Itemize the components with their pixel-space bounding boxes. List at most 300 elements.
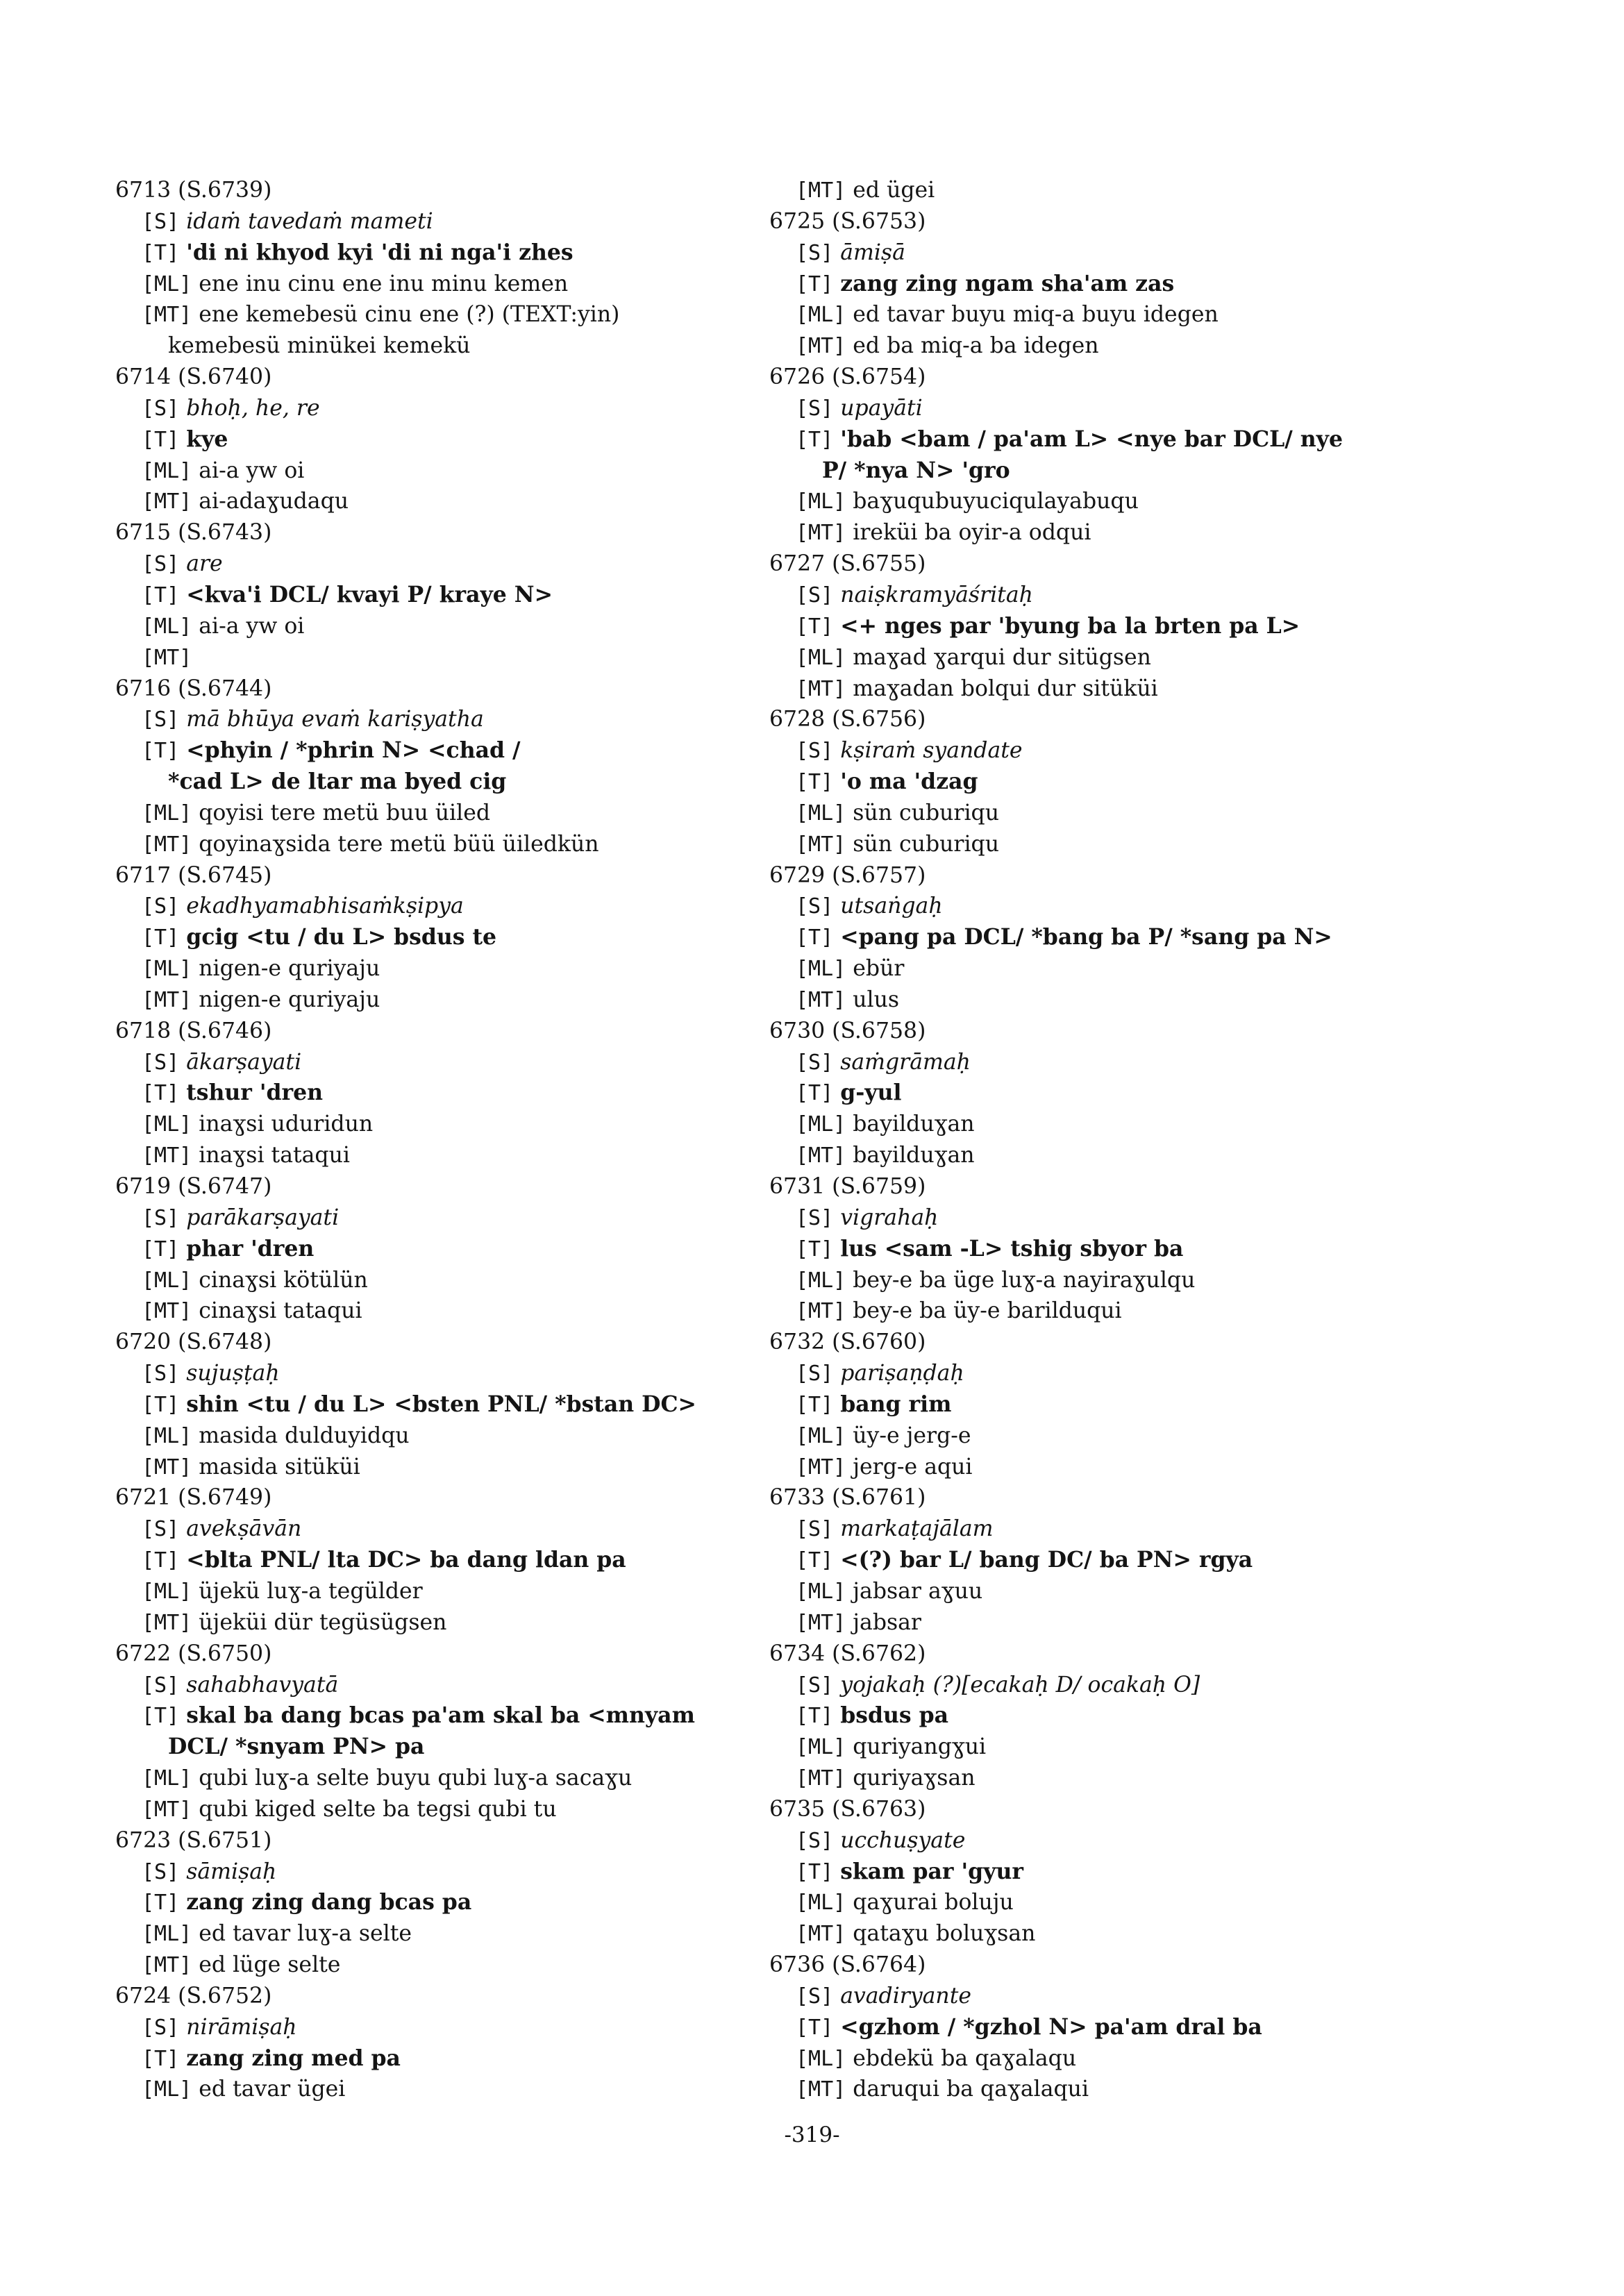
entry-line — [115, 1576, 768, 1607]
language-tag: [T] — [142, 925, 180, 950]
entry-text: quriyaɣsan — [853, 1766, 976, 1791]
language-tag: [MT] — [796, 1922, 846, 1947]
entry-text: <pang pa DCL/ *bang ba P/ *sang pa N> — [840, 924, 1332, 950]
language-tag: [T] — [796, 1237, 834, 1262]
entry-text: sün cuburiqu — [853, 831, 999, 857]
entry-number: 6723 (S.6751) — [115, 1827, 272, 1853]
language-tag: [S] — [142, 1361, 180, 1386]
language-tag: [S] — [796, 1517, 834, 1542]
entry-text: bsdus pa — [840, 1702, 949, 1729]
entry-text: bey-e ba üy-e barilduqui — [853, 1298, 1122, 1324]
entry-text: ed ügei — [853, 178, 935, 203]
entry-line — [115, 642, 768, 673]
language-tag: [S] — [142, 1673, 180, 1698]
entry-line — [115, 953, 768, 984]
entry-text: bang rim — [840, 1391, 952, 1417]
language-tag: [T] — [142, 1237, 180, 1262]
language-tag: [T] — [796, 1081, 834, 1106]
entry-text: üjekü luɣ-a tegülder — [199, 1578, 423, 1604]
entry-number: 6721 (S.6749) — [115, 1485, 272, 1511]
language-tag: [ML] — [142, 1922, 192, 1947]
entry-text: are — [186, 551, 223, 577]
language-tag: [ML] — [142, 1268, 192, 1293]
entry-text: idaṁ tavedaṁ mameti — [186, 208, 433, 234]
language-tag: [S] — [142, 1517, 180, 1542]
entry-text: bhoḥ, he, re — [186, 395, 320, 421]
entry-line — [769, 2043, 1519, 2075]
language-tag: [T] — [142, 583, 180, 607]
entry-line — [769, 1857, 1519, 1888]
language-tag: [MT] — [142, 832, 192, 857]
language-tag: [S] — [796, 1828, 834, 1853]
entry-text: qoyinaɣsida tere metü büü üiledkün — [199, 831, 599, 857]
language-tag: [S] — [142, 1205, 180, 1230]
entry-text: qaɣurai boluju — [853, 1890, 1014, 1916]
entry-text: kye — [186, 426, 228, 452]
entry-line — [769, 1670, 1519, 1701]
language-tag: [MT] — [796, 2077, 846, 2102]
entry-line — [115, 1918, 768, 1950]
language-tag: [MT] — [142, 1299, 192, 1324]
entry-number: 6732 (S.6760) — [769, 1330, 926, 1355]
entry-text: jerg-e aqui — [853, 1454, 973, 1480]
right-column — [769, 175, 1519, 2105]
entry-continuation: P/ *nya N> 'gro — [822, 457, 1010, 483]
entry-text: inaɣsi uduridun — [199, 1112, 374, 1137]
entry-text: pariṣaṇḍaḥ — [840, 1361, 964, 1386]
entry-text: markaṭajālam — [840, 1516, 994, 1542]
entry-line — [769, 1358, 1519, 1389]
entry-line — [115, 1887, 768, 1918]
language-tag: [ML] — [142, 458, 192, 483]
left-column — [115, 175, 768, 2105]
entry-line — [115, 424, 768, 455]
entry-line — [115, 1950, 768, 1981]
language-tag: [S] — [796, 1050, 834, 1075]
entry-line — [769, 673, 1519, 705]
entry-text: zang zing med pa — [186, 2045, 401, 2071]
entry-number: 6735 (S.6763) — [769, 1796, 926, 1822]
entry-text: ulus — [853, 987, 900, 1012]
entry-text: yojakaḥ (?)[ecakaḥ D/ ocakaḥ O] — [840, 1672, 1200, 1698]
entry-text: daruqui ba qaɣalaqui — [853, 2077, 1089, 2102]
language-tag: [ML] — [796, 1268, 846, 1293]
entry-line — [115, 1763, 768, 1794]
entry-line — [769, 1109, 1519, 1140]
entry-line — [115, 393, 768, 424]
language-tag: [MT] — [796, 1143, 846, 1168]
entry-number: 6725 (S.6753) — [769, 208, 926, 234]
entry-line — [115, 1857, 768, 1888]
language-tag: [T] — [142, 1392, 180, 1417]
entry-text: <kva'i DCL/ kvayi P/ kraye N> — [186, 581, 553, 607]
entry-text: 'di ni khyod kyi 'di ni nga'i zhes — [186, 239, 574, 265]
entry-text: zang zing ngam sha'am zas — [840, 270, 1175, 296]
entry-line — [769, 1389, 1519, 1421]
entry-line — [115, 1296, 768, 1327]
entry-text: ekadhyamabhisaṁkṣipya — [186, 894, 464, 919]
entry-line — [769, 1732, 1519, 1763]
entry-text: bey-e ba üge luɣ-a nayiraɣulqu — [853, 1267, 1196, 1293]
entry-line — [769, 1763, 1519, 1794]
entry-line — [115, 704, 768, 735]
entry-text: <phyin / *phrin N> <chad / — [186, 737, 521, 764]
entry-line — [769, 175, 1519, 206]
entry-line — [115, 580, 768, 611]
language-tag: [ML] — [796, 1112, 846, 1137]
language-tag: [T] — [796, 770, 834, 795]
entry-line — [769, 2012, 1519, 2043]
language-tag: [ML] — [796, 957, 846, 982]
entry-line — [115, 455, 768, 487]
entry-text: 'bab <bam / pa'am L> <nye bar DCL/ nye — [840, 426, 1343, 452]
language-tag: [S] — [796, 1984, 834, 2009]
entry-text: ai-a yw oi — [199, 458, 305, 483]
entry-line — [769, 829, 1519, 860]
entry-line — [769, 1140, 1519, 1171]
entry-text: qubi luɣ-a selte buyu qubi luɣ-a sacaɣu — [199, 1766, 633, 1791]
entry-number: 6713 (S.6739) — [115, 178, 272, 203]
entry-line — [115, 1514, 768, 1545]
entry-number: 6733 (S.6761) — [769, 1485, 926, 1511]
entry-text: ed tavar ügei — [199, 2077, 346, 2102]
language-tag: [T] — [142, 1704, 180, 1729]
entry-line — [769, 1887, 1519, 1918]
entry-number: 6719 (S.6747) — [115, 1174, 272, 1199]
entry-text: skam par 'gyur — [840, 1858, 1023, 1884]
language-tag: [S] — [142, 552, 180, 577]
entry-text: nigen-e quriyaju — [199, 956, 380, 982]
entry-text: ucchuṣyate — [840, 1827, 966, 1853]
entry-line — [769, 1421, 1519, 1452]
entry-text: sujuṣṭaḥ — [186, 1361, 280, 1386]
entry-line — [115, 299, 768, 330]
entry-line — [115, 891, 768, 922]
entry-line — [769, 517, 1519, 548]
language-tag: [ML] — [142, 801, 192, 826]
language-tag: [MT] — [796, 832, 846, 857]
entry-number: 6734 (S.6762) — [769, 1641, 926, 1666]
entry-number: 6727 (S.6755) — [769, 551, 926, 577]
entry-line — [769, 393, 1519, 424]
entry-number: 6736 (S.6764) — [769, 1952, 926, 1978]
entry-text: masida sitüküi — [199, 1454, 360, 1480]
language-tag: [ML] — [796, 645, 846, 670]
entry-number: 6728 (S.6756) — [769, 707, 926, 732]
entry-line — [115, 2043, 768, 2075]
entry-text: utsaṅgaḥ — [840, 894, 943, 919]
entry-line — [769, 1234, 1519, 1265]
language-tag: [MT] — [796, 1299, 846, 1324]
entry-text: cinaɣsi kötülün — [199, 1267, 368, 1293]
entry-line — [769, 735, 1519, 766]
entry-line — [769, 922, 1519, 953]
entry-text: saṁgrāmaḥ — [840, 1049, 971, 1075]
language-tag: [S] — [796, 1205, 834, 1230]
entry-line — [769, 984, 1519, 1016]
entry-line — [115, 206, 768, 237]
entry-line — [769, 299, 1519, 330]
entry-line — [115, 2012, 768, 2043]
language-tag: [T] — [142, 739, 180, 764]
language-tag: [ML] — [142, 1766, 192, 1791]
language-tag: [T] — [796, 427, 834, 452]
language-tag: [ML] — [796, 489, 846, 514]
language-tag: [MT] — [142, 987, 192, 1012]
entry-number: 6718 (S.6746) — [115, 1018, 272, 1044]
entry-line — [115, 2074, 768, 2105]
entry-line — [115, 1389, 768, 1421]
language-tag: [ML] — [796, 1579, 846, 1604]
entry-text: naiṣkramyāśritaḥ — [840, 582, 1033, 607]
entry-text: bayilduɣan — [853, 1143, 975, 1168]
language-tag: [S] — [142, 894, 180, 919]
entry-line — [115, 829, 768, 860]
entry-text: ai-adaɣudaqu — [199, 489, 349, 514]
language-tag: [S] — [796, 739, 834, 764]
entry-text: maɣad ɣarqui dur sitügsen — [853, 644, 1151, 670]
language-tag: [S] — [142, 1050, 180, 1075]
language-tag: [T] — [796, 1392, 834, 1417]
language-tag: [S] — [796, 583, 834, 607]
entry-line — [115, 1109, 768, 1140]
entry-text: ai-a yw oi — [199, 613, 305, 639]
language-tag: [S] — [142, 707, 180, 732]
entry-number: 6716 (S.6744) — [115, 676, 272, 701]
entry-line — [115, 548, 768, 580]
entry-line — [115, 1047, 768, 1078]
language-tag: [T] — [796, 271, 834, 296]
language-tag: [ML] — [142, 614, 192, 639]
language-tag: [S] — [142, 209, 180, 234]
entry-text: shin <tu / du L> <bsten PNL/ *bstan DC> — [186, 1391, 696, 1417]
language-tag: [MT] — [142, 645, 192, 670]
entry-text: <blta PNL/ lta DC> ba dang ldan pa — [186, 1547, 626, 1573]
entry-text: upayāti — [840, 395, 923, 421]
entry-text: masida dulduyidqu — [199, 1423, 410, 1448]
entry-line — [769, 1078, 1519, 1109]
entry-text: bayilduɣan — [853, 1112, 975, 1137]
entry-text: <(?) bar L/ bang DC/ ba PN> rgya — [840, 1547, 1253, 1573]
entry-text: parākarṣayati — [186, 1205, 340, 1230]
entry-text: āmiṣā — [840, 240, 905, 265]
language-tag: [ML] — [796, 2046, 846, 2071]
entry-line — [115, 1203, 768, 1234]
entry-text: <+ nges par 'byung ba la brten pa L> — [840, 612, 1300, 639]
entry-text: üjeküi dür tegüsügsen — [199, 1609, 447, 1635]
entry-text: ene inu cinu ene inu minu kemen — [199, 271, 569, 296]
language-tag: [T] — [796, 614, 834, 639]
language-tag: [ML] — [796, 801, 846, 826]
entry-text: phar 'dren — [186, 1235, 315, 1262]
entry-text: lus <sam -L> tshig sbyor ba — [840, 1235, 1184, 1262]
entry-line — [769, 1700, 1519, 1732]
language-tag: [S] — [796, 240, 834, 265]
entry-line — [115, 1607, 768, 1639]
entry-text: avekṣāvān — [186, 1516, 302, 1542]
entry-continuation: kemebesü minükei kemekü — [168, 333, 471, 359]
language-tag: [S] — [796, 1361, 834, 1386]
language-tag: [MT] — [142, 489, 192, 514]
entry-line — [115, 611, 768, 642]
entry-continuation: DCL/ *snyam PN> pa — [168, 1734, 425, 1760]
language-tag: [ML] — [142, 1112, 192, 1137]
language-tag: [MT] — [796, 987, 846, 1012]
entry-text: ed lüge selte — [199, 1952, 341, 1978]
entry-continuation: *cad L> de ltar ma byed cig — [168, 769, 507, 795]
language-tag: [S] — [142, 1859, 180, 1884]
language-tag: [MT] — [142, 1610, 192, 1635]
entry-text: skal ba dang bcas pa'am skal ba <mnyam — [186, 1702, 695, 1729]
language-tag: [T] — [142, 1891, 180, 1916]
language-tag: [T] — [796, 2015, 834, 2040]
entry-line — [769, 1203, 1519, 1234]
language-tag: [T] — [796, 1548, 834, 1573]
entry-line — [115, 798, 768, 829]
entry-text: nirāmiṣaḥ — [186, 2014, 297, 2040]
entry-text: ākarṣayati — [186, 1049, 302, 1075]
language-tag: [T] — [142, 2046, 180, 2071]
language-tag: [T] — [796, 925, 834, 950]
entry-text: sahabhavyatā — [186, 1672, 339, 1698]
entry-line — [769, 1514, 1519, 1545]
entry-text: quriyangɣui — [853, 1734, 987, 1760]
language-tag: [T] — [142, 240, 180, 265]
entry-line — [769, 1452, 1519, 1483]
entry-number: 6715 (S.6743) — [115, 520, 272, 546]
entry-line — [769, 1981, 1519, 2012]
language-tag: [MT] — [142, 1953, 192, 1978]
entry-text: cinaɣsi tataqui — [199, 1298, 362, 1324]
entry-line — [115, 486, 768, 517]
language-tag: [ML] — [142, 2077, 192, 2102]
entry-text: baɣuqubuyuciqulayabuqu — [853, 489, 1139, 514]
entry-line — [769, 580, 1519, 611]
language-tag: [ML] — [796, 1735, 846, 1760]
entry-line — [115, 922, 768, 953]
entry-text: vigrahaḥ — [840, 1205, 939, 1230]
entry-text: ed tavar luɣ-a selte — [199, 1921, 412, 1947]
language-tag: [T] — [796, 1704, 834, 1729]
entry-line — [769, 1607, 1519, 1639]
entry-text: <gzhom / *gzhol N> pa'am dral ba — [840, 2013, 1262, 2040]
entry-line — [115, 269, 768, 300]
entry-text: tshur 'dren — [186, 1080, 324, 1106]
entry-line — [115, 1234, 768, 1265]
language-tag: [ML] — [142, 1423, 192, 1448]
language-tag: [MT] — [142, 1455, 192, 1480]
entry-text: jabsar — [853, 1609, 921, 1635]
entry-line — [115, 1421, 768, 1452]
entry-number: 6724 (S.6752) — [115, 1983, 272, 2009]
language-tag: [MT] — [796, 1455, 846, 1480]
language-tag: [MT] — [142, 303, 192, 328]
entry-number: 6720 (S.6748) — [115, 1330, 272, 1355]
entry-line — [769, 424, 1519, 455]
entry-line — [115, 1265, 768, 1296]
entry-number: 6729 (S.6757) — [769, 862, 926, 888]
language-tag: [T] — [142, 427, 180, 452]
entry-number: 6722 (S.6750) — [115, 1641, 272, 1666]
entry-line — [769, 1545, 1519, 1576]
entry-line — [115, 1358, 768, 1389]
entry-text: sāmiṣaḥ — [186, 1859, 277, 1884]
entry-text: ed ba miq-a ba idegen — [853, 333, 1099, 359]
entry-line — [115, 1670, 768, 1701]
entry-number: 6731 (S.6759) — [769, 1174, 926, 1199]
entry-line — [769, 1296, 1519, 1327]
entry-text: sün cuburiqu — [853, 800, 999, 826]
entry-text: qoyisi tere metü buu üiled — [199, 800, 490, 826]
language-tag: [ML] — [142, 271, 192, 296]
language-tag: [ML] — [142, 957, 192, 982]
language-tag: [S] — [796, 894, 834, 919]
entry-number: 6717 (S.6745) — [115, 862, 272, 888]
language-tag: [T] — [142, 1548, 180, 1573]
entry-line — [769, 611, 1519, 642]
entry-text: üy-e jerg-e — [853, 1423, 971, 1448]
entry-line — [769, 953, 1519, 984]
entry-line — [115, 984, 768, 1016]
language-tag: [ML] — [796, 303, 846, 328]
entry-line — [115, 1700, 768, 1732]
entry-number: 6714 (S.6740) — [115, 364, 272, 390]
language-tag: [MT] — [796, 1766, 846, 1791]
language-tag: [ML] — [796, 1891, 846, 1916]
entry-line — [115, 1452, 768, 1483]
entry-text: g-yul — [840, 1080, 902, 1106]
page-number: -319- — [784, 2122, 840, 2147]
language-tag: [S] — [796, 1673, 834, 1698]
language-tag: [S] — [142, 2015, 180, 2040]
entry-line — [769, 1576, 1519, 1607]
entry-line — [769, 237, 1519, 269]
entry-text: zang zing dang bcas pa — [186, 1889, 472, 1916]
language-tag: [MT] — [796, 1610, 846, 1635]
entry-line — [769, 1265, 1519, 1296]
entry-line — [115, 237, 768, 269]
entry-line — [769, 798, 1519, 829]
entry-text: maɣadan bolqui dur sitüküi — [853, 676, 1158, 701]
language-tag: [MT] — [142, 1797, 192, 1822]
entry-line — [769, 766, 1519, 798]
entry-text: gcig <tu / du L> bsdus te — [186, 924, 497, 950]
entry-line — [769, 1918, 1519, 1950]
language-tag: [MT] — [796, 334, 846, 359]
entry-text: avadiryante — [840, 1983, 972, 2009]
language-tag: [T] — [796, 1859, 834, 1884]
entry-text: nigen-e quriyaju — [199, 987, 380, 1012]
entry-line — [115, 735, 768, 766]
entry-text: ene kemebesü cinu ene (?) (TEXT:yin) — [199, 302, 620, 328]
entry-line — [769, 1825, 1519, 1857]
entry-text: inaɣsi tataqui — [199, 1143, 350, 1168]
entry-line — [769, 2074, 1519, 2105]
language-tag: [MT] — [796, 676, 846, 701]
language-tag: [MT] — [142, 1143, 192, 1168]
entry-line — [115, 1794, 768, 1825]
entry-text: qubi kiged selte ba tegsi qubi tu — [199, 1796, 557, 1822]
entry-line — [769, 330, 1519, 362]
language-tag: [T] — [142, 1081, 180, 1106]
entry-text: jabsar aɣuu — [853, 1578, 983, 1604]
entry-text: kṣiraṁ syandate — [840, 738, 1023, 764]
entry-number: 6726 (S.6754) — [769, 364, 926, 390]
entry-text: ed tavar buyu miq-a buyu idegen — [853, 302, 1219, 328]
entry-text: ireküi ba oyir-a odqui — [853, 520, 1091, 546]
entry-line — [115, 1078, 768, 1109]
language-tag: [S] — [142, 396, 180, 421]
